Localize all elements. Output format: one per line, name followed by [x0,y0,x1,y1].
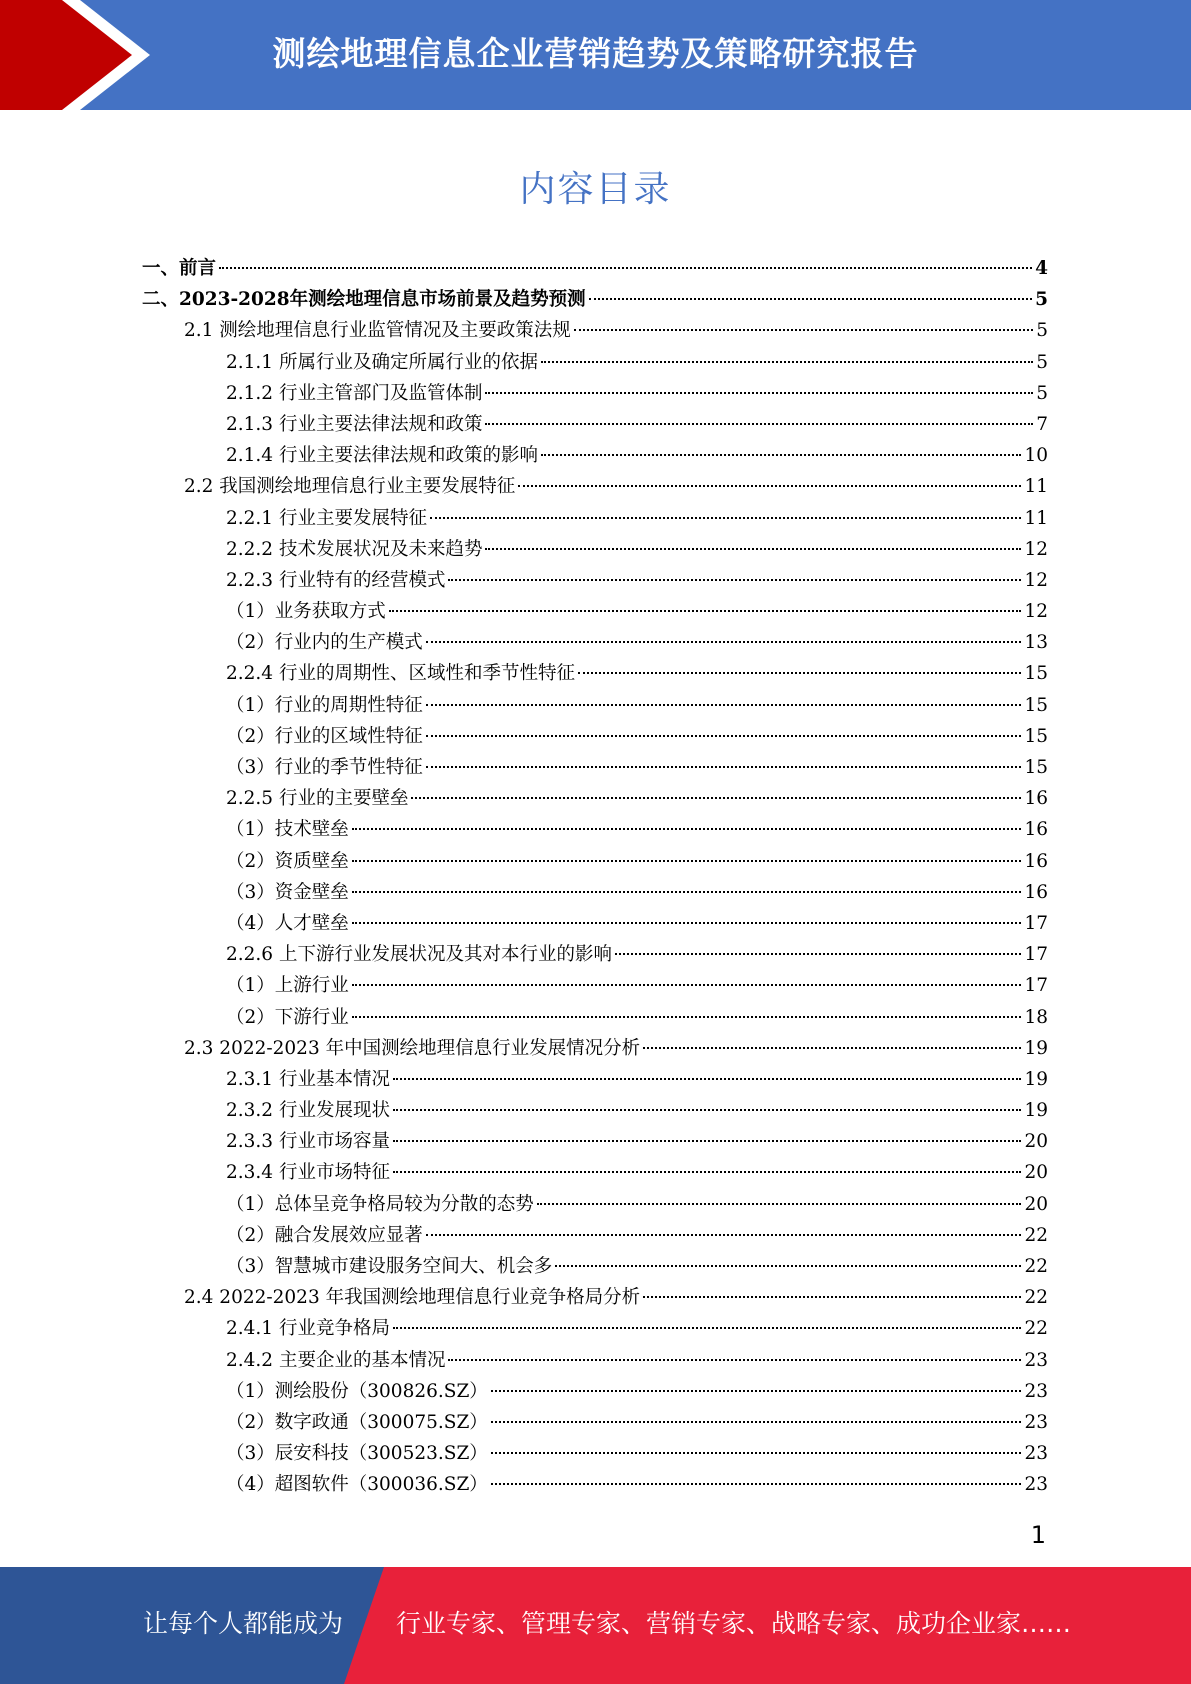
toc-entry-title: （1）技术壁垒 [226,819,349,841]
toc-dot-leader [485,548,1021,550]
report-header [0,0,1191,110]
toc-entry-page: 23 [1024,1349,1048,1371]
toc-entry-title: （3）辰安科技（300523.SZ） [226,1443,488,1465]
toc-entry-title: 2.3.2 行业发展现状 [226,1100,390,1122]
toc-entry-title: 2.3.3 行业市场容量 [226,1131,390,1153]
toc-entry-title: 2.2.6 上下游行业发展状况及其对本行业的影响 [226,944,612,966]
toc-dot-leader [352,828,1022,830]
toc-entry-page: 17 [1024,944,1048,966]
toc-entry[interactable] [0,814,1191,845]
toc-entry-title: （2）资质壁垒 [226,850,349,872]
toc-dot-leader [643,1047,1021,1049]
toc-entry-title: （2）行业内的生产模式 [226,632,423,654]
toc-entry[interactable] [0,1313,1191,1344]
toc-entry-page: 11 [1024,507,1048,529]
toc-entry[interactable] [0,627,1191,658]
toc-dot-leader [393,1109,1021,1111]
toc-dot-leader [393,1140,1021,1142]
toc-entry[interactable] [0,939,1191,970]
toc-entry-title: （3）智慧城市建设服务空间大、机会多 [226,1256,553,1277]
toc-entry-page: 11 [1024,476,1048,498]
toc-entry-page: 23 [1024,1443,1048,1465]
toc-entry-page: 17 [1024,912,1048,934]
toc-dot-leader [352,860,1022,862]
toc-dot-leader [219,267,1032,269]
toc-entry-page: 19 [1024,1037,1048,1059]
toc-dot-leader [541,361,1033,363]
toc-entry-page: 5 [1036,382,1048,404]
toc-dot-leader [426,641,1022,643]
toc-entry-title: （2）行业的区域性特征 [226,725,423,747]
toc-entry-title: 2.2.2 技术发展状况及未来趋势 [226,538,483,560]
toc-entry[interactable] [0,315,1191,346]
toc-entry[interactable] [0,721,1191,752]
toc-entry-title: 2.4 2022-2023 年我国测绘地理信息行业竞争格局分析 [184,1287,641,1309]
toc-dot-leader [448,1359,1021,1361]
toc-dot-leader [411,797,1021,799]
toc-entry-page: 22 [1024,1256,1048,1277]
toc-entry-page: 16 [1024,819,1048,841]
toc-entry[interactable] [0,378,1191,409]
toc-dot-leader [518,485,1021,487]
toc-entry-page: 20 [1024,1193,1048,1215]
footer-slogan-right: 行业专家、管理专家、营销专家、战略专家、成功企业家…… [396,1609,1072,1638]
toc-dot-leader [485,392,1033,394]
toc-entry[interactable] [0,1469,1191,1500]
toc-dot-leader [352,1016,1022,1018]
toc-entry-title: 2.2.3 行业特有的经营模式 [226,569,446,591]
toc-dot-leader [426,766,1022,768]
toc-entry[interactable] [0,440,1191,471]
toc-entry-title: 2.1 测绘地理信息行业监管情况及主要政策法规 [184,320,571,342]
toc-dot-leader [555,1265,1021,1267]
toc-entry[interactable] [0,1251,1191,1282]
toc-entry[interactable] [0,752,1191,783]
toc-entry-title: （1）业务获取方式 [226,601,386,623]
toc-entry[interactable] [0,970,1191,1001]
toc-entry[interactable] [0,1033,1191,1064]
toc-entry-title: 2.2 我国测绘地理信息行业主要发展特征 [184,476,516,498]
toc-entry-title: 2.2.1 行业主要发展特征 [226,507,427,529]
toc-entry[interactable] [0,846,1191,877]
table-of-contents [0,253,1191,1501]
toc-entry-title: （1）上游行业 [226,975,349,997]
toc-dot-leader [389,610,1022,612]
toc-entry[interactable] [0,690,1191,721]
toc-entry[interactable] [0,1064,1191,1095]
toc-heading: 内容目录 [519,169,672,210]
toc-entry-page: 13 [1024,632,1048,654]
toc-dot-leader [574,329,1033,331]
toc-entry[interactable] [0,1376,1191,1407]
toc-entry-title: 2.4.1 行业竞争格局 [226,1318,390,1340]
toc-entry[interactable] [0,534,1191,565]
toc-entry-title: 2.3.1 行业基本情况 [226,1068,390,1090]
toc-entry-title: 2.1.2 行业主管部门及监管体制 [226,382,483,404]
toc-dot-leader [352,922,1022,924]
toc-entry-page: 4 [1035,258,1048,279]
toc-dot-leader [393,1171,1021,1173]
toc-entry-page: 23 [1024,1380,1048,1402]
toc-entry-page: 12 [1024,601,1048,623]
toc-entry-page: 15 [1024,725,1048,747]
toc-entry-title: 2.3 2022-2023 年中国测绘地理信息行业发展情况分析 [184,1037,641,1059]
toc-entry-title: 2.2.5 行业的主要壁垒 [226,788,409,810]
toc-entry[interactable] [0,1438,1191,1469]
toc-entry-page: 10 [1024,445,1048,467]
toc-entry[interactable] [0,783,1191,814]
toc-entry-title: （4）人才壁垒 [226,912,349,934]
toc-entry-page: 22 [1024,1318,1048,1340]
toc-entry-page: 23 [1024,1411,1048,1433]
toc-dot-leader [578,672,1021,674]
toc-entry[interactable] [0,1282,1191,1313]
toc-entry-title: （2）下游行业 [226,1006,349,1028]
toc-entry-page: 5 [1036,351,1048,373]
toc-entry[interactable] [0,471,1191,502]
toc-entry-title: 2.3.4 行业市场特征 [226,1162,390,1184]
toc-dot-leader [615,953,1021,955]
toc-entry-title: （4）超图软件（300036.SZ） [226,1474,488,1496]
toc-entry[interactable] [0,1095,1191,1126]
toc-dot-leader [643,1296,1021,1298]
toc-entry-title: 2.4.2 主要企业的基本情况 [226,1349,446,1371]
toc-entry-page: 19 [1024,1100,1048,1122]
toc-entry-title: （1）行业的周期性特征 [226,694,423,716]
toc-entry-title: 一、前言 [142,258,217,279]
toc-dot-leader [352,984,1022,986]
toc-entry-page: 5 [1036,320,1048,342]
toc-dot-leader [537,1203,1022,1205]
toc-dot-leader [491,1483,1022,1485]
toc-entry-page: 16 [1024,850,1048,872]
toc-entry-page: 5 [1035,289,1048,311]
toc-dot-leader [541,454,1021,456]
toc-entry[interactable] [0,347,1191,378]
toc-entry-page: 16 [1024,788,1048,810]
toc-entry[interactable] [0,253,1191,284]
toc-entry-page: 22 [1024,1224,1048,1246]
toc-entry-page: 12 [1024,538,1048,560]
report-footer [0,1567,1191,1684]
toc-dot-leader [448,579,1021,581]
toc-dot-leader [426,735,1022,737]
toc-entry[interactable] [0,877,1191,908]
toc-dot-leader [485,423,1033,425]
toc-entry-page: 19 [1024,1068,1048,1090]
toc-entry-page: 18 [1024,1006,1048,1028]
toc-dot-leader [393,1078,1021,1080]
toc-entry-title: （3）资金壁垒 [226,881,349,903]
toc-entry[interactable] [0,908,1191,939]
toc-entry-page: 20 [1024,1162,1048,1184]
toc-entry-page: 15 [1024,663,1048,685]
toc-entry[interactable] [0,1407,1191,1438]
header-chevron-decoration [0,0,160,110]
toc-dot-leader [426,704,1022,706]
toc-entry[interactable] [0,1345,1191,1376]
toc-dot-leader [430,517,1021,519]
toc-entry-title: 2.2.4 行业的周期性、区域性和季节性特征 [226,663,575,685]
toc-entry-title: 2.1.1 所属行业及确定所属行业的依据 [226,351,538,373]
toc-entry[interactable] [0,284,1191,315]
toc-entry[interactable] [0,1157,1191,1188]
page-number: 1 [1030,1521,1046,1549]
footer-slogan-left: 让每个人都能成为 [143,1609,344,1638]
toc-entry-title: 二、2023-2028年测绘地理信息市场前景及趋势预测 [142,289,586,311]
toc-entry-title: （2）融合发展效应显著 [226,1224,423,1246]
toc-entry-title: （1）总体呈竞争格局较为分散的态势 [226,1193,534,1215]
toc-entry-title: （2）数字政通（300075.SZ） [226,1411,488,1433]
toc-entry-page: 23 [1024,1474,1048,1496]
toc-dot-leader [491,1452,1022,1454]
toc-entry[interactable] [0,1126,1191,1157]
toc-entry-title: （1）测绘股份（300826.SZ） [226,1380,488,1402]
report-title: 测绘地理信息企业营销趋势及策略研究报告 [272,34,919,73]
toc-dot-leader [393,1327,1021,1329]
toc-entry-page: 22 [1024,1287,1048,1309]
toc-dot-leader [589,298,1032,300]
toc-entry[interactable] [0,1220,1191,1251]
toc-entry[interactable] [0,658,1191,689]
toc-dot-leader [491,1421,1022,1423]
toc-entry-page: 20 [1024,1131,1048,1153]
toc-entry[interactable] [0,565,1191,596]
toc-entry[interactable] [0,1002,1191,1033]
toc-entry[interactable] [0,596,1191,627]
toc-entry-title: 2.1.3 行业主要法律法规和政策 [226,413,483,435]
toc-entry[interactable] [0,1189,1191,1220]
toc-entry-page: 17 [1024,975,1048,997]
toc-entry-title: 2.1.4 行业主要法律法规和政策的影响 [226,445,538,467]
toc-entry-page: 15 [1024,757,1048,778]
toc-entry-page: 12 [1024,569,1048,591]
toc-entry-page: 15 [1024,694,1048,716]
toc-entry-page: 16 [1024,881,1048,903]
toc-dot-leader [352,891,1022,893]
toc-entry[interactable] [0,503,1191,534]
toc-entry[interactable] [0,409,1191,440]
toc-dot-leader [491,1390,1022,1392]
toc-entry-title: （3）行业的季节性特征 [226,757,423,778]
toc-entry-page: 7 [1036,413,1048,435]
toc-dot-leader [426,1234,1022,1236]
